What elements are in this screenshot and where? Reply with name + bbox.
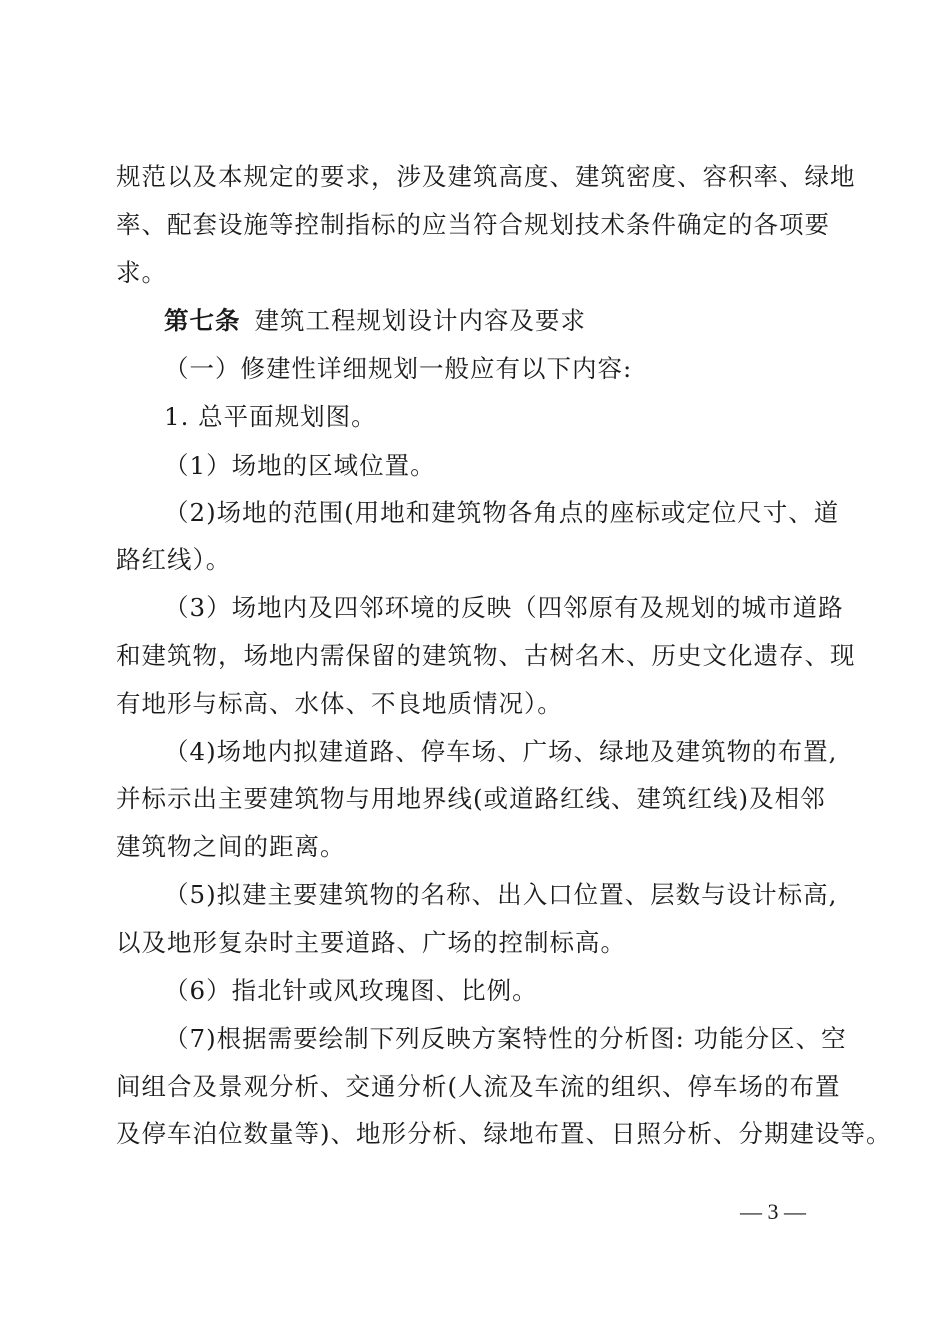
list-item: （3）场地内及四邻环境的反映（四邻原有及规划的城市道路	[164, 593, 844, 622]
body-text-line: 并标示出主要建筑物与用地界线(或道路红线、建筑红线)及相邻	[116, 784, 826, 813]
body-text-line: 以及地形复杂时主要道路、广场的控制标高。	[116, 928, 626, 957]
list-item: （7)根据需要绘制下列反映方案特性的分析图: 功能分区、空	[164, 1024, 847, 1053]
article-title: 建筑工程规划设计内容及要求	[254, 306, 586, 335]
list-item: （2)场地的范围(用地和建筑物各角点的座标或定位尺寸、道	[164, 498, 840, 527]
body-text-line: 有地形与标高、水体、不良地质情况）。	[116, 689, 563, 718]
body-text-line: 及停车泊位数量等)、地形分析、绿地布置、日照分析、分期建设等。	[116, 1119, 892, 1148]
list-item: （6）指北针或风玫瑰图、比例。	[164, 976, 538, 1005]
body-text-line: 和建筑物，场地内需保留的建筑物、古树名木、历史文化遗存、现	[116, 641, 856, 670]
body-text-line: 规范以及本规定的要求，涉及建筑高度、建筑密度、容积率、绿地	[116, 162, 856, 191]
body-text-line: 建筑物之间的距离。	[116, 832, 346, 861]
body-text-line: 率、配套设施等控制指标的应当符合规划技术条件确定的各项要	[116, 210, 830, 239]
page-number: — 3 —	[740, 1199, 806, 1224]
body-text-line: 求。	[116, 258, 167, 287]
list-item-title: 1. 总平面规划图。	[164, 402, 377, 431]
article-heading	[164, 304, 846, 338]
section-heading: （一）修建性详细规划一般应有以下内容:	[164, 354, 633, 383]
list-item: （1）场地的区域位置。	[164, 451, 436, 480]
article-number: 第七条	[164, 306, 241, 335]
body-text-line: 路红线）。	[116, 545, 232, 574]
body-text-line: 间组合及景观分析、交通分析(人流及车流的组织、停车场的布置	[116, 1072, 841, 1101]
list-item: （5)拟建主要建筑物的名称、出入口位置、层数与设计标高,	[164, 880, 838, 909]
list-item: （4)场地内拟建道路、停车场、广场、绿地及建筑物的布置,	[164, 737, 838, 766]
